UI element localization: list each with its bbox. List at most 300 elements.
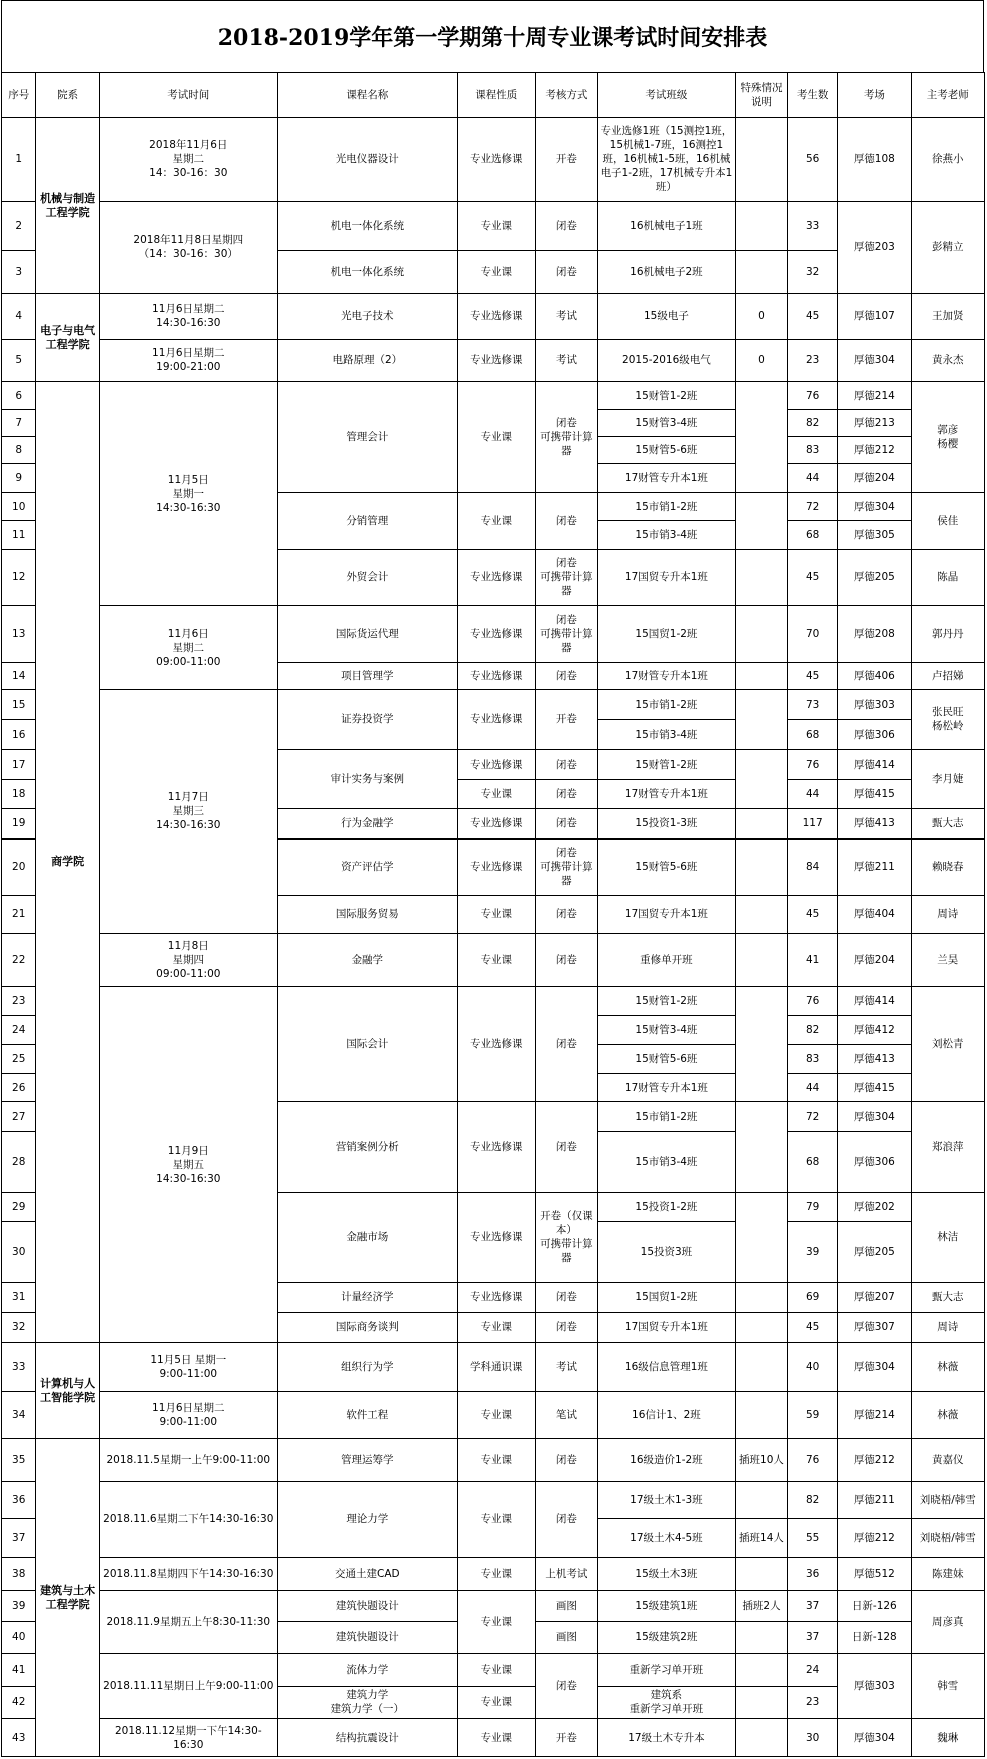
header-cell: 院系 [36,73,99,118]
table-row [2,118,985,202]
exam-room: 厚德213 [838,409,911,436]
exam-class: 重新学习单开班 [597,1653,735,1686]
course-nature: 专业课 [457,201,535,251]
course-nature: 专业选修课 [457,662,535,689]
college-cell: 电子与电气工程学院 [36,294,99,382]
row-number: 27 [2,1102,36,1131]
exam-schedule-sheet [1,0,985,1757]
special-note [735,201,787,251]
row-number: 19 [2,808,36,839]
course-nature: 专业课 [457,1590,535,1653]
exam-room: 厚德404 [838,895,911,933]
student-count: 44 [788,780,838,808]
course-name: 管理运筹学 [277,1439,457,1482]
examiner: 黄永杰 [911,339,984,382]
exam-time: 2018.11.6星期二下午14:30-16:30 [99,1482,277,1558]
row-number: 8 [2,436,36,463]
exam-mode: 闭卷 [535,808,597,839]
exam-class: 15级电子 [597,294,735,339]
special-note [735,1312,787,1343]
exam-class: 15级建筑1班 [597,1590,735,1622]
row-number: 33 [2,1343,36,1392]
examiner: 刘晓梧/韩雪 [911,1519,984,1557]
exam-class: 17级土木4-5班 [597,1519,735,1557]
exam-class: 17国贸专升本1班 [597,895,735,933]
exam-class: 15财管5-6班 [597,839,735,896]
row-number: 42 [2,1686,36,1719]
row-number: 13 [2,606,36,663]
special-note [735,1391,787,1438]
row-number: 26 [2,1074,36,1102]
course-nature: 专业课 [457,1391,535,1438]
exam-mode: 闭卷 [535,493,597,550]
row-number: 3 [2,251,36,294]
student-count: 36 [788,1557,838,1590]
course-nature: 学科通识课 [457,1343,535,1392]
table-row [2,1391,985,1438]
exam-mode: 闭卷 [535,749,597,780]
student-count: 45 [788,294,838,339]
course-nature: 专业课 [457,1686,535,1719]
row-number: 41 [2,1653,36,1686]
exam-mode: 闭卷 [535,201,597,251]
exam-class: 15投资3班 [597,1222,735,1283]
student-count: 83 [788,436,838,463]
course-nature: 专业课 [457,1482,535,1558]
exam-mode: 闭卷 [535,251,597,294]
exam-mode: 开卷 [535,118,597,202]
course-name: 审计实务与案例 [277,749,457,808]
exam-room: 厚德205 [838,549,911,606]
course-nature: 专业课 [457,933,535,986]
exam-room: 厚德304 [838,1343,911,1392]
header-cell: 课程名称 [277,73,457,118]
special-note: 插班14人 [735,1519,787,1557]
course-nature: 专业选修课 [457,839,535,896]
examiner: 郭彦 杨樱 [911,382,984,493]
exam-mode: 开卷 [535,1719,597,1757]
special-note [735,382,787,493]
course-name: 光电子技术 [277,294,457,339]
exam-room: 厚德212 [838,1439,911,1482]
student-count: 82 [788,409,838,436]
row-number: 40 [2,1622,36,1654]
examiner: 魏琳 [911,1719,984,1757]
table-row [2,294,985,339]
exam-mode: 闭卷 [535,987,597,1102]
exam-time: 11月5日 星期一 14:30-16:30 [99,382,277,606]
row-number: 24 [2,1016,36,1044]
exam-time: 2018.11.11星期日上午9:00-11:00 [99,1653,277,1719]
course-name: 国际会计 [277,987,457,1102]
student-count: 45 [788,662,838,689]
examiner: 徐燕小 [911,118,984,202]
examiner: 兰昊 [911,933,984,986]
student-count: 23 [788,339,838,382]
row-number: 15 [2,689,36,720]
exam-class: 16机械电子1班 [597,201,735,251]
row-number: 36 [2,1482,36,1519]
exam-class: 15市销3-4班 [597,1131,735,1192]
exam-class: 15投资1-3班 [597,808,735,839]
row-number: 7 [2,409,36,436]
student-count: 82 [788,1482,838,1519]
course-name: 国际货运代理 [277,606,457,663]
examiner: 赖晓春 [911,839,984,896]
exam-room: 厚德414 [838,749,911,780]
row-number: 43 [2,1719,36,1757]
exam-room: 厚德204 [838,463,911,492]
exam-mode: 画图 [535,1622,597,1654]
student-count: 68 [788,521,838,549]
course-nature: 专业课 [457,493,535,550]
exam-mode: 开卷（仅课本） 可携带计算器 [535,1192,597,1282]
exam-class: 17财管专升本1班 [597,780,735,808]
exam-room: 厚德414 [838,987,911,1016]
exam-class: 17财管专升本1班 [597,662,735,689]
student-count: 79 [788,1192,838,1221]
student-count: 82 [788,1016,838,1044]
examiner: 黄嘉仪 [911,1439,984,1482]
student-count: 69 [788,1283,838,1312]
course-name: 外贸会计 [277,549,457,606]
exam-time: 2018年11月6日 星期二 14：30-16：30 [99,118,277,202]
exam-room: 厚德415 [838,780,911,808]
examiner: 张民旺 杨松岭 [911,689,984,749]
student-count: 30 [788,1719,838,1757]
exam-room: 厚德107 [838,294,911,339]
exam-class: 15市销3-4班 [597,720,735,749]
exam-mode: 闭卷 [535,1283,597,1312]
examiner: 周诗 [911,895,984,933]
exam-room: 厚德108 [838,118,911,202]
header-cell: 考试班级 [597,73,735,118]
course-name: 机电一体化系统 [277,201,457,251]
exam-class: 15级土木3班 [597,1557,735,1590]
exam-time: 2018年11月8日星期四 （14：30-16：30） [99,201,277,294]
exam-class: 15财管3-4班 [597,409,735,436]
course-nature: 专业选修课 [457,1283,535,1312]
exam-time: 2018.11.9星期五上午8:30-11:30 [99,1590,277,1653]
exam-room: 厚德214 [838,382,911,409]
exam-room: 厚德304 [838,1719,911,1757]
course-name: 理论力学 [277,1482,457,1558]
course-nature: 专业课 [457,1439,535,1482]
examiner: 陈建妹 [911,1557,984,1590]
course-name: 行为金融学 [277,808,457,839]
row-number: 25 [2,1044,36,1073]
examiner: 甄大志 [911,1283,984,1312]
header-cell: 考场 [838,73,911,118]
exam-class: 16信计1、2班 [597,1391,735,1438]
course-nature: 专业选修课 [457,339,535,382]
course-name: 结构抗震设计 [277,1719,457,1757]
student-count: 76 [788,987,838,1016]
exam-room: 厚德304 [838,493,911,521]
exam-room: 厚德413 [838,808,911,839]
student-count: 40 [788,1343,838,1392]
exam-class: 15财管1-2班 [597,987,735,1016]
student-count: 83 [788,1044,838,1073]
student-count: 84 [788,839,838,896]
student-count: 33 [788,201,838,251]
exam-class: 建筑系 重新学习单开班 [597,1686,735,1719]
exam-mode: 闭卷 [535,1653,597,1719]
exam-room: 厚德203 [838,201,911,294]
special-note [735,662,787,689]
exam-class: 17财管专升本1班 [597,463,735,492]
row-number: 14 [2,662,36,689]
course-name: 建筑快题设计 [277,1590,457,1622]
course-name: 建筑快题设计 [277,1622,457,1654]
special-note: 0 [735,294,787,339]
exam-mode: 闭卷 [535,1312,597,1343]
exam-class: 15市销1-2班 [597,1102,735,1131]
examiner: 侯佳 [911,493,984,550]
course-name: 证券投资学 [277,689,457,749]
row-number: 9 [2,463,36,492]
student-count: 45 [788,895,838,933]
examiner: 彭精立 [911,201,984,294]
row-number: 11 [2,521,36,549]
course-name: 建筑力学 建筑力学（一） [277,1686,457,1719]
header-cell: 主考老师 [911,73,984,118]
special-note [735,1622,787,1654]
exam-class: 15市销1-2班 [597,493,735,521]
exam-room: 厚德305 [838,521,911,549]
exam-time: 2018.11.5星期一上午9:00-11:00 [99,1439,277,1482]
student-count: 70 [788,606,838,663]
student-count: 37 [788,1590,838,1622]
course-nature: 专业课 [457,382,535,493]
exam-room: 厚德412 [838,1016,911,1044]
exam-room: 厚德304 [838,339,911,382]
exam-class: 15财管1-2班 [597,382,735,409]
row-number: 30 [2,1222,36,1283]
exam-class: 2015-2016级电气 [597,339,735,382]
exam-room: 厚德212 [838,436,911,463]
exam-time: 11月8日 星期四 09:00-11:00 [99,933,277,986]
exam-class: 15财管5-6班 [597,1044,735,1073]
college-cell: 商学院 [36,382,99,1343]
special-note [735,1719,787,1757]
table-row [2,987,985,1016]
exam-mode: 画图 [535,1590,597,1622]
examiner: 王加贤 [911,294,984,339]
row-number: 5 [2,339,36,382]
header-cell: 考核方式 [535,73,597,118]
course-name: 组织行为学 [277,1343,457,1392]
examiner: 韩雪 [911,1653,984,1719]
student-count: 68 [788,720,838,749]
exam-class: 专业选修1班（15测控1班，15机械1-7班，16测控1班，16机械1-5班，16机械电子1-2班，17机械专升本1班） [597,118,735,202]
special-note [735,1686,787,1719]
special-note [735,1192,787,1282]
course-name: 光电仪器设计 [277,118,457,202]
row-number: 29 [2,1192,36,1221]
exam-room: 厚德413 [838,1044,911,1073]
student-count: 55 [788,1519,838,1557]
college-cell: 机械与制造工程学院 [36,118,99,294]
special-note [735,987,787,1102]
course-name: 项目管理学 [277,662,457,689]
course-name: 国际服务贸易 [277,895,457,933]
course-nature: 专业选修课 [457,808,535,839]
special-note [735,1482,787,1519]
row-number: 35 [2,1439,36,1482]
exam-class: 17国贸专升本1班 [597,1312,735,1343]
student-count: 41 [788,933,838,986]
table-row [2,201,985,251]
table-row [2,1482,985,1519]
exam-mode: 闭卷 [535,662,597,689]
row-number: 17 [2,749,36,780]
course-name: 软件工程 [277,1391,457,1438]
examiner: 周诗 [911,1312,984,1343]
course-nature: 专业课 [457,1653,535,1686]
table-row [2,1343,985,1392]
student-count: 76 [788,1439,838,1482]
student-count: 45 [788,549,838,606]
header-cell: 课程性质 [457,73,535,118]
special-note [735,933,787,986]
special-note [735,606,787,663]
row-number: 2 [2,201,36,251]
course-nature: 专业选修课 [457,294,535,339]
header-cell: 序号 [2,73,36,118]
course-nature: 专业选修课 [457,549,535,606]
examiner: 陈晶 [911,549,984,606]
table-row [2,339,985,382]
exam-mode: 闭卷 可携带计算器 [535,839,597,896]
exam-class: 15市销3-4班 [597,521,735,549]
exam-room: 厚德406 [838,662,911,689]
exam-room: 厚德207 [838,1283,911,1312]
table-row [2,689,985,720]
course-name: 资产评估学 [277,839,457,896]
exam-mode: 闭卷 [535,1439,597,1482]
exam-class: 15级建筑2班 [597,1622,735,1654]
row-number: 28 [2,1131,36,1192]
row-number: 23 [2,987,36,1016]
special-note [735,895,787,933]
student-count: 56 [788,118,838,202]
exam-class: 17财管专升本1班 [597,1074,735,1102]
row-number: 16 [2,720,36,749]
examiner: 郑浪萍 [911,1102,984,1192]
student-count: 45 [788,1312,838,1343]
exam-class: 15投资1-2班 [597,1192,735,1221]
exam-class: 15市销1-2班 [597,689,735,720]
exam-room: 厚德211 [838,1482,911,1519]
exam-class: 16级造价1-2班 [597,1439,735,1482]
exam-mode: 闭卷 [535,1102,597,1192]
student-count: 37 [788,1622,838,1654]
row-number: 20 [2,839,36,896]
student-count: 39 [788,1222,838,1283]
exam-class: 重修单开班 [597,933,735,986]
row-number: 34 [2,1391,36,1438]
exam-time: 11月6日星期二 14:30-16:30 [99,294,277,339]
exam-mode: 闭卷 可携带计算器 [535,549,597,606]
row-number: 37 [2,1519,36,1557]
special-note [735,839,787,896]
table-row [2,606,985,663]
exam-mode: 闭卷 [535,895,597,933]
course-nature: 专业选修课 [457,749,535,780]
row-number: 38 [2,1557,36,1590]
student-count: 76 [788,382,838,409]
exam-room: 厚德307 [838,1312,911,1343]
exam-room: 厚德512 [838,1557,911,1590]
course-name: 金融学 [277,933,457,986]
college-cell: 建筑与土木工程学院 [36,1439,99,1757]
exam-time: 2018.11.8星期四下午14:30-16:30 [99,1557,277,1590]
special-note [735,1557,787,1590]
special-note [735,808,787,839]
exam-room: 日新-126 [838,1590,911,1622]
course-name: 流体力学 [277,1653,457,1686]
student-count: 23 [788,1686,838,1719]
exam-time: 11月6日 星期二 09:00-11:00 [99,606,277,690]
course-nature: 专业选修课 [457,1102,535,1192]
header-cell: 考试时间 [99,73,277,118]
exam-mode: 考试 [535,294,597,339]
exam-time: 2018.11.12星期一下午14:30-16:30 [99,1719,277,1757]
special-note [735,1343,787,1392]
course-nature: 专业课 [457,895,535,933]
special-note [735,118,787,202]
table-row [2,933,985,986]
student-count: 44 [788,463,838,492]
exam-room: 厚德211 [838,839,911,896]
examiner: 刘晓梧/韩雪 [911,1482,984,1519]
course-nature: 专业选修课 [457,118,535,202]
exam-room: 日新-128 [838,1622,911,1654]
row-number: 4 [2,294,36,339]
exam-class: 16机械电子2班 [597,251,735,294]
exam-time: 11月9日 星期五 14:30-16:30 [99,987,277,1343]
exam-mode: 闭卷 [535,1482,597,1558]
exam-room: 厚德208 [838,606,911,663]
student-count: 72 [788,1102,838,1131]
special-note [735,1653,787,1686]
special-note: 插班2人 [735,1590,787,1622]
exam-class: 15国贸1-2班 [597,1283,735,1312]
exam-class: 15财管5-6班 [597,436,735,463]
course-nature: 专业课 [457,251,535,294]
row-number: 22 [2,933,36,986]
student-count: 72 [788,493,838,521]
table-row [2,382,985,409]
table-row [2,1653,985,1686]
special-note: 插班10人 [735,1439,787,1482]
exam-class: 15财管1-2班 [597,749,735,780]
special-note [735,251,787,294]
row-number: 31 [2,1283,36,1312]
course-nature: 专业课 [457,1719,535,1757]
course-name: 交通土建CAD [277,1557,457,1590]
exam-room: 厚德202 [838,1192,911,1221]
student-count: 73 [788,689,838,720]
exam-class: 16级信息管理1班 [597,1343,735,1392]
special-note [735,689,787,749]
table-row [2,1719,985,1757]
special-note [735,749,787,808]
row-number: 10 [2,493,36,521]
exam-room: 厚德306 [838,1131,911,1192]
student-count: 76 [788,749,838,780]
